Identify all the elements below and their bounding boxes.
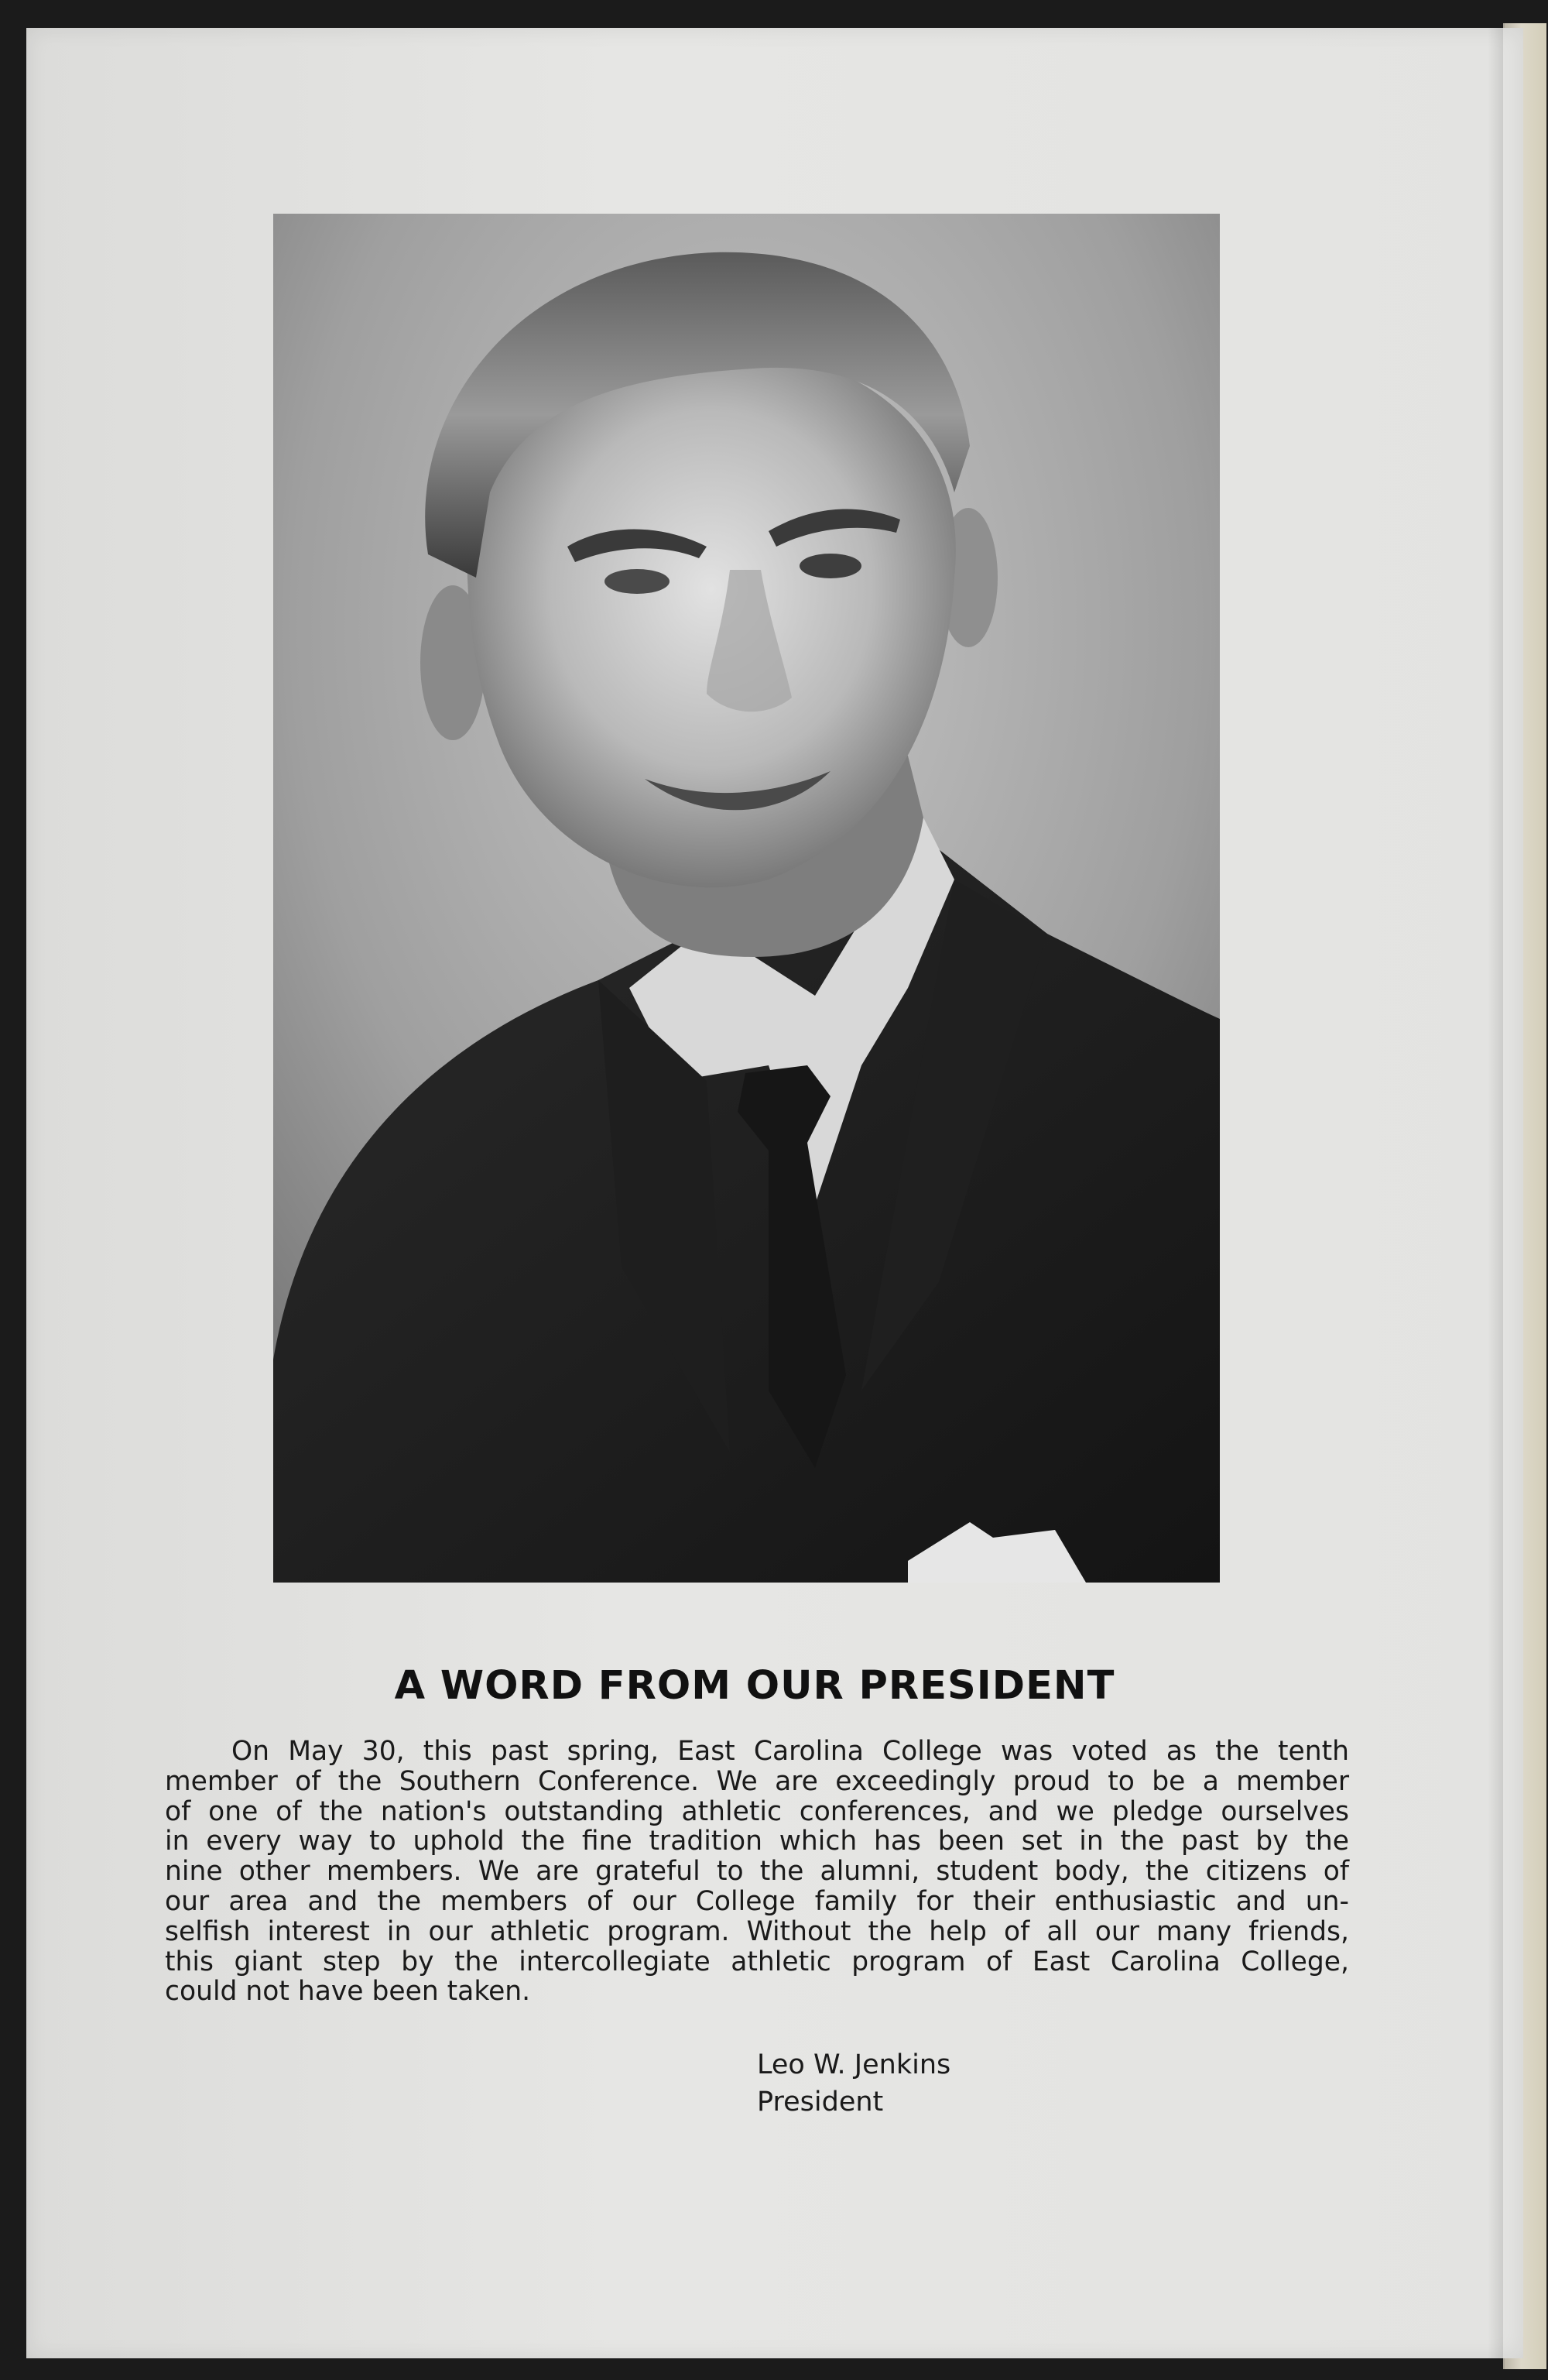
article-body	[165, 1737, 1349, 2007]
signature-name: Leo W. Jenkins	[757, 2049, 951, 2080]
body-line-3: of one of the nation's outstanding athletic conferences, and we pledge ourselves	[165, 1795, 1349, 1827]
body-line-4: in every way to uphold the fine tradition which has been set in the past by the	[165, 1826, 1349, 1857]
page-gutter-shadow	[1488, 28, 1503, 2358]
signature-title: President	[757, 2087, 884, 2118]
body-line-2: member of the Southern Conference. We are exceedingly proud to be a member	[165, 1765, 1349, 1797]
article-headline: A WORD FROM OUR PRESIDENT	[394, 1663, 1115, 1709]
body-line-1: On May 30, this past spring, East Carolina College was voted as the tenth	[231, 1736, 1349, 1767]
body-line-9: could not have been taken.	[165, 1976, 531, 2008]
president-portrait-photo	[273, 214, 1220, 1583]
signature-block	[757, 2046, 950, 2121]
body-line-8: this giant step by the intercollegiate athletic program of East Carolina College,	[165, 1946, 1349, 1977]
body-line-7: selfish interest in our athletic program. Without the help of all our many friends,	[165, 1915, 1349, 1947]
body-line-5: nine other members. We are grateful to the alumni, student body, the citizens of	[165, 1856, 1349, 1888]
body-line-6: our area and the members of our College family for their enthusiastic and un-	[165, 1885, 1349, 1917]
